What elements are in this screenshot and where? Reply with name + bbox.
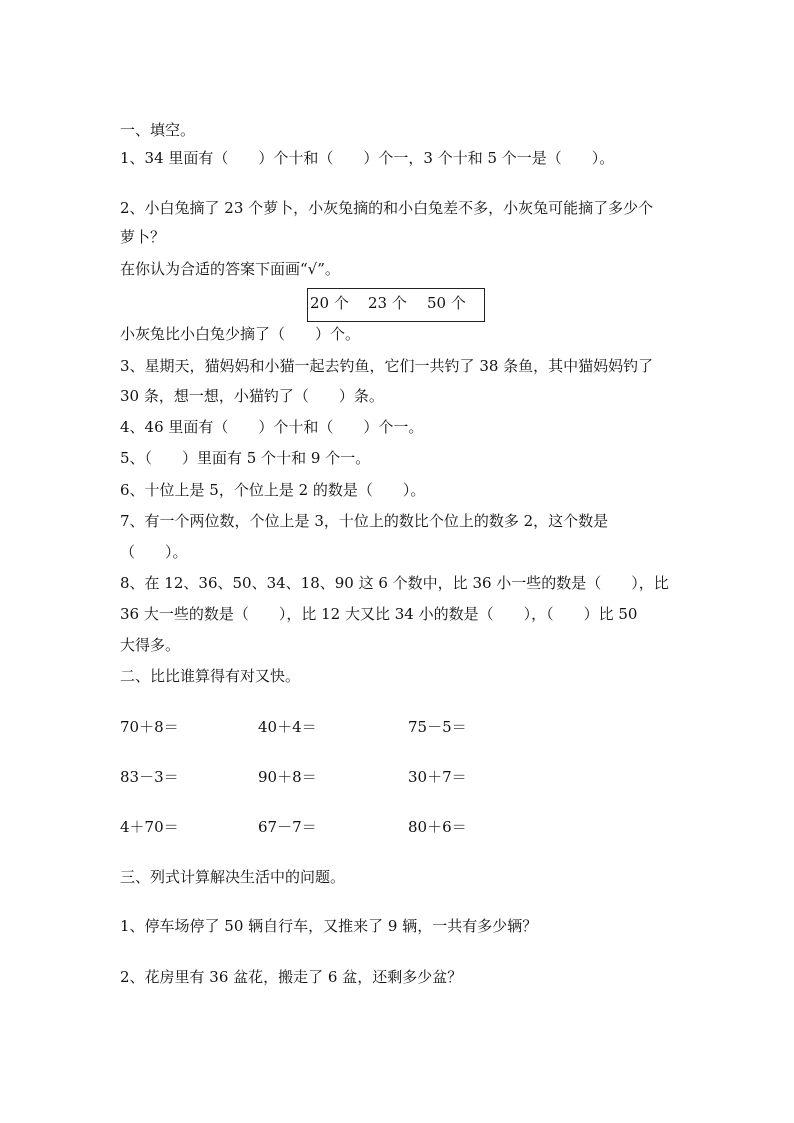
question-2-line2: 萝卜？ — [120, 228, 166, 246]
calc-item: 67－7＝ — [258, 818, 317, 836]
section3-title: 三、列式计算解决生活中的问题。 — [120, 868, 346, 886]
question-7-line1: 7、有一个两位数，个位上是 3，十位上的数比个位上的数多 2，这个数是 — [120, 512, 609, 530]
calc-item: 70＋8＝ — [120, 718, 179, 736]
question-8-line2: 36 大一些的数是（ ），比 12 大又比 34 小的数是（ ），（ ）比 50 — [120, 605, 638, 623]
question-3-line1: 3、星期天，猫妈妈和小猫一起去钓鱼，它们一共钓了 38 条鱼，其中猫妈妈钓了 — [120, 357, 654, 375]
calc-item: 80＋6＝ — [408, 818, 467, 836]
calc-item: 4＋70＝ — [120, 818, 179, 836]
calc-item: 30＋7＝ — [408, 768, 467, 786]
answer-option[interactable]: 23 个 — [368, 294, 407, 312]
calc-item: 83－3＝ — [120, 768, 179, 786]
question-2-instruction: 在你认为合适的答案下面画“√”。 — [120, 260, 340, 278]
question-1: 1、34 里面有（ ）个十和（ ）个一，3 个十和 5 个一是（ ）。 — [120, 149, 615, 167]
question-6: 6、十位上是 5，个位上是 2 的数是（ ）。 — [120, 481, 426, 499]
section2-title: 二、比比谁算得有对又快。 — [120, 667, 301, 685]
question-4: 4、46 里面有（ ）个十和（ ）个一。 — [120, 418, 424, 436]
question-2-followup: 小灰兔比小白兔少摘了（ ）个。 — [120, 325, 361, 343]
answer-option[interactable]: 20 个 — [310, 294, 349, 312]
word-problem-1: 1、停车场停了 50 辆自行车，又推来了 9 辆，一共有多少辆？ — [120, 917, 538, 935]
section1-title: 一、填空。 — [120, 121, 196, 139]
question-8-line3: 大得多。 — [120, 636, 181, 654]
question-3-line2: 30 条，想一想，小猫钓了（ ）条。 — [120, 387, 384, 405]
word-problem-2: 2、花房里有 36 盆花，搬走了 6 盆，还剩多少盆？ — [120, 968, 463, 986]
answer-option[interactable]: 50 个 — [427, 294, 466, 312]
question-7-line2: （ ）。 — [120, 543, 188, 561]
calc-item: 75－5＝ — [408, 718, 467, 736]
calc-item: 40＋4＝ — [258, 718, 317, 736]
question-5: 5、（ ）里面有 5 个十和 9 个一。 — [120, 449, 371, 467]
calc-item: 90＋8＝ — [258, 768, 317, 786]
question-8-line1: 8、在 12、36、50、34、18、90 这 6 个数中，比 36 小一些的数是（ ），比 — [120, 574, 669, 592]
question-2-line1: 2、小白兔摘了 23 个萝卜，小灰兔摘的和小白兔差不多，小灰兔可能摘了多少个 — [120, 199, 654, 217]
